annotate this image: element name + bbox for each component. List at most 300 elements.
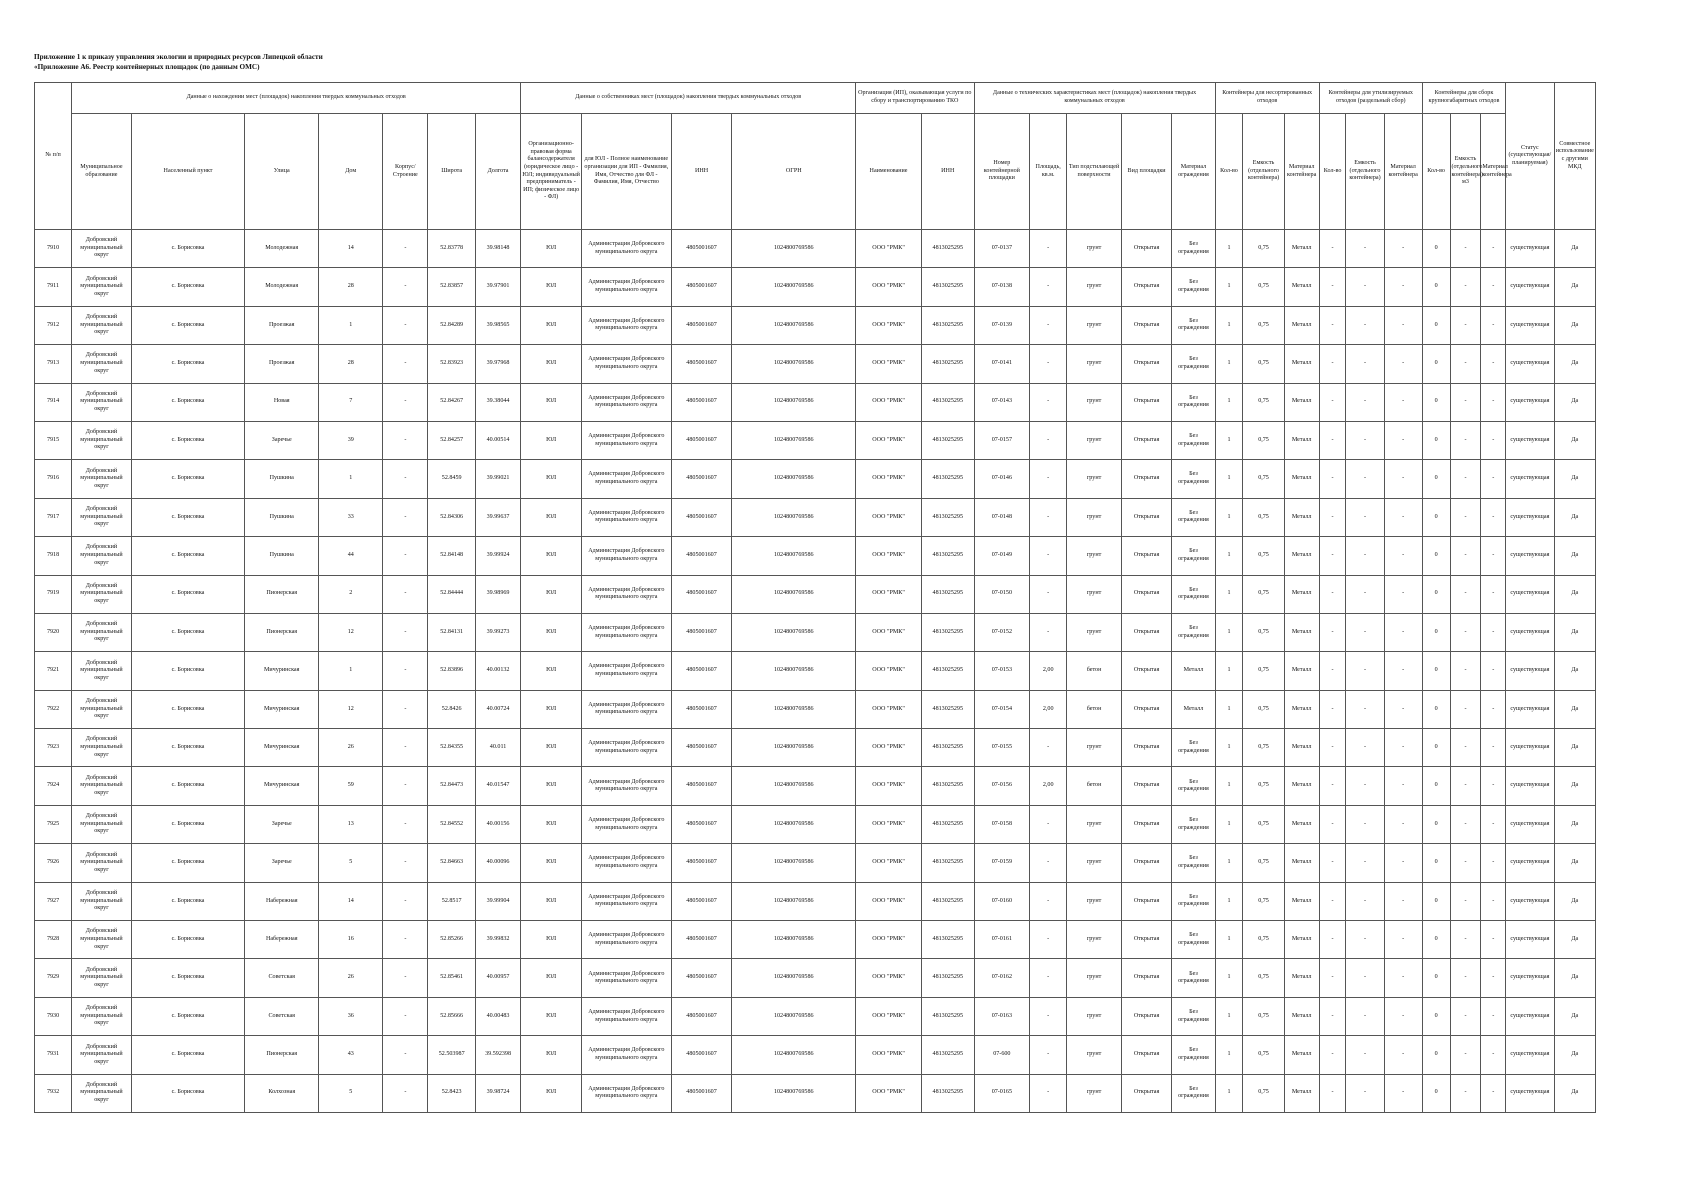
- col-header: Организационно-правовая форма балансодержателя (юридическое лицо - ЮЛ; индивидуальный предприниматель - ИП; физическое лицо - ФЛ): [521, 114, 582, 230]
- table-cell: Администрация Добровского муниципального округа: [582, 1074, 672, 1112]
- table-cell: 07-0158: [974, 805, 1030, 843]
- table-cell: -: [1030, 1074, 1067, 1112]
- table-cell: -: [1481, 959, 1506, 997]
- table-cell: 7910: [35, 230, 72, 268]
- table-cell: -: [1030, 844, 1067, 882]
- document-header: [34, 52, 323, 72]
- table-cell: 0: [1422, 844, 1450, 882]
- table-cell: ЮЛ: [521, 882, 582, 920]
- table-cell: -: [1030, 498, 1067, 536]
- table-cell: Добровский муниципальный округ: [72, 1074, 132, 1112]
- table-cell: -: [1384, 575, 1422, 613]
- table-cell: 07-0162: [974, 959, 1030, 997]
- table-cell: 07-600: [974, 1036, 1030, 1074]
- table-cell: грунт: [1067, 230, 1122, 268]
- table-cell: с. Борисовка: [131, 729, 244, 767]
- table-cell: 0: [1422, 1074, 1450, 1112]
- table-cell: Открытая: [1121, 575, 1171, 613]
- table-cell: -: [1384, 690, 1422, 728]
- table-cell: Добровский муниципальный округ: [72, 306, 132, 344]
- table-cell: Металл: [1284, 729, 1319, 767]
- table-cell: ООО "РМК": [856, 805, 922, 843]
- table-cell: существующая: [1506, 921, 1554, 959]
- table-cell: -: [1319, 959, 1346, 997]
- table-cell: 0: [1422, 921, 1450, 959]
- table-cell: Молодежная: [245, 268, 319, 306]
- table-cell: Администрация Добровского муниципального округа: [582, 421, 672, 459]
- table-cell: -: [1346, 652, 1384, 690]
- table-cell: Мичуринская: [245, 729, 319, 767]
- table-cell: ЮЛ: [521, 652, 582, 690]
- table-cell: 4813025295: [922, 383, 975, 421]
- table-cell: ЮЛ: [521, 268, 582, 306]
- table-cell: 52.8426: [428, 690, 475, 728]
- table-cell: 7920: [35, 613, 72, 651]
- table-cell: -: [1346, 498, 1384, 536]
- table-cell: Заречье: [245, 844, 319, 882]
- table-cell: 4805001607: [671, 345, 732, 383]
- table-cell: 39.97968: [475, 345, 520, 383]
- table-cell: -: [1346, 1036, 1384, 1074]
- table-cell: -: [1346, 767, 1384, 805]
- table-cell: Да: [1554, 767, 1595, 805]
- table-cell: Металл: [1284, 498, 1319, 536]
- table-cell: Металл: [1284, 997, 1319, 1035]
- table-cell: 7928: [35, 921, 72, 959]
- table-cell: ООО "РМК": [856, 345, 922, 383]
- table-cell: 1: [1215, 575, 1243, 613]
- table-cell: -: [1384, 268, 1422, 306]
- table-cell: Да: [1554, 345, 1595, 383]
- col-header: Долгота: [475, 114, 520, 230]
- table-cell: Да: [1554, 575, 1595, 613]
- table-cell: Да: [1554, 498, 1595, 536]
- table-cell: -: [1319, 652, 1346, 690]
- table-cell: 2,00: [1030, 767, 1067, 805]
- table-cell: 1: [1215, 729, 1243, 767]
- table-cell: 0,75: [1243, 729, 1284, 767]
- table-cell: грунт: [1067, 959, 1122, 997]
- table-cell: 7929: [35, 959, 72, 997]
- table-cell: ЮЛ: [521, 230, 582, 268]
- table-cell: -: [1481, 1074, 1506, 1112]
- table-cell: грунт: [1067, 729, 1122, 767]
- table-cell: -: [1319, 230, 1346, 268]
- table-cell: 4805001607: [671, 767, 732, 805]
- table-cell: ООО "РМК": [856, 613, 922, 651]
- table-row: [35, 575, 1596, 613]
- table-cell: -: [1346, 575, 1384, 613]
- table-cell: 1: [1215, 1074, 1243, 1112]
- table-cell: -: [1319, 498, 1346, 536]
- table-cell: 07-0159: [974, 844, 1030, 882]
- table-cell: существующая: [1506, 613, 1554, 651]
- table-cell: с. Борисовка: [131, 498, 244, 536]
- table-cell: -: [1450, 230, 1481, 268]
- table-cell: 1024800769586: [732, 729, 856, 767]
- table-cell: 07-0143: [974, 383, 1030, 421]
- table-cell: Пушкина: [245, 537, 319, 575]
- table-cell: 14: [319, 230, 383, 268]
- table-cell: грунт: [1067, 383, 1122, 421]
- table-cell: с. Борисовка: [131, 959, 244, 997]
- table-cell: -: [383, 383, 428, 421]
- table-cell: -: [1384, 1036, 1422, 1074]
- table-cell: Открытая: [1121, 959, 1171, 997]
- table-cell: -: [383, 805, 428, 843]
- table-cell: Без ограждения: [1172, 498, 1215, 536]
- table-cell: 4813025295: [922, 460, 975, 498]
- table-cell: -: [1030, 613, 1067, 651]
- table-cell: 4813025295: [922, 690, 975, 728]
- table-cell: грунт: [1067, 844, 1122, 882]
- table-cell: 26: [319, 729, 383, 767]
- table-cell: -: [383, 306, 428, 344]
- table-cell: Открытая: [1121, 1074, 1171, 1112]
- table-cell: -: [383, 1074, 428, 1112]
- group-operator: Организация (ИП), оказывающая услуги по сбору и транспортированию ТКО: [856, 83, 974, 114]
- table-cell: -: [1481, 1036, 1506, 1074]
- table-cell: 4805001607: [671, 575, 732, 613]
- table-cell: 1: [1215, 959, 1243, 997]
- table-cell: 0,75: [1243, 345, 1284, 383]
- table-cell: ООО "РМК": [856, 537, 922, 575]
- table-cell: 1024800769586: [732, 383, 856, 421]
- table-cell: -: [1481, 498, 1506, 536]
- group-unsorted: Контейнеры для несортированных отходов: [1215, 83, 1319, 114]
- table-cell: Металл: [1284, 652, 1319, 690]
- table-cell: 4813025295: [922, 844, 975, 882]
- table-cell: существующая: [1506, 1074, 1554, 1112]
- table-cell: 7912: [35, 306, 72, 344]
- table-row: [35, 306, 1596, 344]
- table-cell: 40.00132: [475, 652, 520, 690]
- table-cell: -: [383, 613, 428, 651]
- table-cell: 0: [1422, 959, 1450, 997]
- table-cell: 7932: [35, 1074, 72, 1112]
- table-cell: 13: [319, 805, 383, 843]
- table-cell: грунт: [1067, 498, 1122, 536]
- table-cell: 7911: [35, 268, 72, 306]
- table-cell: -: [1030, 729, 1067, 767]
- table-cell: 1: [1215, 383, 1243, 421]
- table-cell: 52.84663: [428, 844, 475, 882]
- col-header: Кол-во: [1319, 114, 1346, 230]
- table-cell: с. Борисовка: [131, 575, 244, 613]
- table-cell: 1024800769586: [732, 421, 856, 459]
- table-row: [35, 383, 1596, 421]
- table-cell: 7925: [35, 805, 72, 843]
- table-cell: Металл: [1284, 805, 1319, 843]
- table-cell: -: [1319, 997, 1346, 1035]
- table-cell: -: [1384, 306, 1422, 344]
- table-cell: 26: [319, 959, 383, 997]
- table-cell: 1: [319, 306, 383, 344]
- col-status: Статус (существующая/ планируемая): [1506, 83, 1554, 230]
- table-cell: Да: [1554, 690, 1595, 728]
- table-cell: с. Борисовка: [131, 767, 244, 805]
- table-cell: Металл: [1284, 613, 1319, 651]
- table-cell: 07-0160: [974, 882, 1030, 920]
- table-cell: -: [1384, 460, 1422, 498]
- table-cell: -: [1450, 729, 1481, 767]
- table-cell: 07-0137: [974, 230, 1030, 268]
- table-cell: 7919: [35, 575, 72, 613]
- table-cell: -: [383, 921, 428, 959]
- table-cell: -: [1481, 537, 1506, 575]
- table-cell: -: [1384, 230, 1422, 268]
- table-cell: 52.85461: [428, 959, 475, 997]
- table-cell: Пионерская: [245, 575, 319, 613]
- col-header: Муниципальное образование: [72, 114, 132, 230]
- table-cell: 44: [319, 537, 383, 575]
- table-cell: Открытая: [1121, 345, 1171, 383]
- table-cell: 0,75: [1243, 1074, 1284, 1112]
- table-cell: Администрация Добровского муниципального округа: [582, 575, 672, 613]
- table-cell: -: [1319, 1036, 1346, 1074]
- table-cell: 0,75: [1243, 882, 1284, 920]
- table-cell: 40.00483: [475, 997, 520, 1035]
- table-row: [35, 498, 1596, 536]
- col-header: Корпус/Строение: [383, 114, 428, 230]
- table-cell: с. Борисовка: [131, 537, 244, 575]
- table-cell: -: [383, 537, 428, 575]
- table-row: [35, 421, 1596, 459]
- table-cell: 4813025295: [922, 498, 975, 536]
- table-cell: -: [1384, 537, 1422, 575]
- table-cell: Да: [1554, 882, 1595, 920]
- table-cell: 0: [1422, 421, 1450, 459]
- table-cell: 4805001607: [671, 1074, 732, 1112]
- table-cell: -: [383, 268, 428, 306]
- table-cell: 7924: [35, 767, 72, 805]
- table-cell: 1: [1215, 230, 1243, 268]
- table-cell: 52.83857: [428, 268, 475, 306]
- table-cell: 52.83896: [428, 652, 475, 690]
- table-cell: 1: [1215, 537, 1243, 575]
- table-cell: 1: [1215, 805, 1243, 843]
- table-cell: 39.98565: [475, 306, 520, 344]
- table-cell: Администрация Добровского муниципального округа: [582, 306, 672, 344]
- table-cell: 0,75: [1243, 498, 1284, 536]
- table-cell: 4813025295: [922, 997, 975, 1035]
- table-cell: 0: [1422, 306, 1450, 344]
- table-cell: -: [1450, 537, 1481, 575]
- table-cell: Металл: [1284, 421, 1319, 459]
- table-cell: ООО "РМК": [856, 575, 922, 613]
- table-cell: -: [1481, 652, 1506, 690]
- table-row: [35, 959, 1596, 997]
- table-row: [35, 230, 1596, 268]
- table-cell: -: [1384, 767, 1422, 805]
- table-cell: 07-0146: [974, 460, 1030, 498]
- table-cell: 0: [1422, 498, 1450, 536]
- table-cell: Открытая: [1121, 383, 1171, 421]
- table-cell: -: [383, 421, 428, 459]
- table-cell: ЮЛ: [521, 729, 582, 767]
- table-cell: 0,75: [1243, 537, 1284, 575]
- table-cell: 07-0157: [974, 421, 1030, 459]
- table-cell: -: [1346, 306, 1384, 344]
- table-cell: ООО "РМК": [856, 306, 922, 344]
- table-cell: грунт: [1067, 805, 1122, 843]
- table-cell: 0,75: [1243, 805, 1284, 843]
- table-cell: -: [1030, 805, 1067, 843]
- table-cell: 40.00156: [475, 805, 520, 843]
- table-cell: существующая: [1506, 460, 1554, 498]
- table-cell: -: [383, 729, 428, 767]
- table-cell: -: [1384, 383, 1422, 421]
- table-cell: существующая: [1506, 383, 1554, 421]
- table-cell: Заречье: [245, 421, 319, 459]
- table-cell: Набережная: [245, 882, 319, 920]
- table-cell: 52.85266: [428, 921, 475, 959]
- table-cell: -: [1384, 882, 1422, 920]
- table-cell: Администрация Добровского муниципального округа: [582, 844, 672, 882]
- table-cell: Открытая: [1121, 921, 1171, 959]
- col-header: Материал контейнера: [1284, 114, 1319, 230]
- table-cell: бетон: [1067, 767, 1122, 805]
- table-cell: 0: [1422, 613, 1450, 651]
- table-cell: -: [1030, 997, 1067, 1035]
- table-cell: 4805001607: [671, 690, 732, 728]
- table-cell: -: [1030, 230, 1067, 268]
- table-cell: Без ограждения: [1172, 767, 1215, 805]
- table-cell: 07-0153: [974, 652, 1030, 690]
- table-cell: Администрация Добровского муниципального округа: [582, 613, 672, 651]
- table-cell: существующая: [1506, 882, 1554, 920]
- table-cell: ООО "РМК": [856, 729, 922, 767]
- table-cell: 7914: [35, 383, 72, 421]
- table-cell: 4813025295: [922, 921, 975, 959]
- table-row: [35, 652, 1596, 690]
- table-cell: грунт: [1067, 1074, 1122, 1112]
- table-cell: 52.503987: [428, 1036, 475, 1074]
- table-cell: 7915: [35, 421, 72, 459]
- table-cell: 39.99924: [475, 537, 520, 575]
- table-cell: существующая: [1506, 729, 1554, 767]
- table-cell: Без ограждения: [1172, 613, 1215, 651]
- table-cell: -: [383, 345, 428, 383]
- table-cell: 4805001607: [671, 383, 732, 421]
- table-cell: 1024800769586: [732, 921, 856, 959]
- table-cell: Металл: [1172, 690, 1215, 728]
- table-cell: Открытая: [1121, 882, 1171, 920]
- table-cell: 0: [1422, 575, 1450, 613]
- table-cell: 52.84289: [428, 306, 475, 344]
- table-cell: Администрация Добровского муниципального округа: [582, 498, 672, 536]
- table-cell: -: [383, 1036, 428, 1074]
- table-cell: -: [1481, 729, 1506, 767]
- table-cell: -: [1384, 959, 1422, 997]
- col-header: Населенный пункт: [131, 114, 244, 230]
- table-cell: -: [1346, 805, 1384, 843]
- table-cell: 4805001607: [671, 268, 732, 306]
- table-cell: бетон: [1067, 690, 1122, 728]
- table-cell: -: [1319, 268, 1346, 306]
- col-header: Емкость (отдельного контейнера): [1346, 114, 1384, 230]
- table-cell: 07-0155: [974, 729, 1030, 767]
- table-cell: 0,75: [1243, 383, 1284, 421]
- table-cell: -: [1384, 613, 1422, 651]
- table-cell: 39.97901: [475, 268, 520, 306]
- table-cell: 0: [1422, 537, 1450, 575]
- table-cell: 1: [1215, 767, 1243, 805]
- table-row: [35, 997, 1596, 1035]
- table-cell: Металл: [1284, 690, 1319, 728]
- table-cell: Добровский муниципальный округ: [72, 997, 132, 1035]
- table-cell: Металл: [1284, 345, 1319, 383]
- table-cell: Советская: [245, 959, 319, 997]
- table-cell: 0,75: [1243, 690, 1284, 728]
- table-cell: -: [1450, 652, 1481, 690]
- table-cell: 7931: [35, 1036, 72, 1074]
- table-cell: -: [1346, 729, 1384, 767]
- table-row: [35, 767, 1596, 805]
- table-cell: 7923: [35, 729, 72, 767]
- table-cell: ЮЛ: [521, 345, 582, 383]
- table-cell: -: [1450, 767, 1481, 805]
- table-cell: -: [383, 460, 428, 498]
- table-cell: Да: [1554, 997, 1595, 1035]
- table-cell: -: [1319, 844, 1346, 882]
- table-cell: -: [1450, 421, 1481, 459]
- table-cell: 7916: [35, 460, 72, 498]
- table-cell: 4805001607: [671, 460, 732, 498]
- table-cell: 52.84444: [428, 575, 475, 613]
- col-header: Дом: [319, 114, 383, 230]
- table-cell: 4805001607: [671, 537, 732, 575]
- table-cell: 1024800769586: [732, 498, 856, 536]
- table-cell: Мичуринская: [245, 690, 319, 728]
- table-cell: Администрация Добровского муниципального округа: [582, 959, 672, 997]
- table-cell: грунт: [1067, 997, 1122, 1035]
- table-cell: ООО "РМК": [856, 421, 922, 459]
- table-cell: Заречье: [245, 805, 319, 843]
- table-cell: Администрация Добровского муниципального округа: [582, 767, 672, 805]
- table-row: [35, 844, 1596, 882]
- table-cell: 0: [1422, 997, 1450, 1035]
- group-recyclable: Контейнеры для утилизируемых отходов (раздельный сбор): [1319, 83, 1422, 114]
- table-cell: -: [1030, 921, 1067, 959]
- table-cell: грунт: [1067, 882, 1122, 920]
- table-cell: 4805001607: [671, 498, 732, 536]
- table-cell: Без ограждения: [1172, 844, 1215, 882]
- table-cell: Администрация Добровского муниципального округа: [582, 882, 672, 920]
- table-cell: -: [1030, 575, 1067, 613]
- table-cell: -: [1319, 882, 1346, 920]
- group-bulky: Контейнеры для сборк крупногабаритных отходов: [1422, 83, 1505, 114]
- table-cell: -: [1450, 959, 1481, 997]
- table-cell: 4805001607: [671, 959, 732, 997]
- table-row: [35, 1036, 1596, 1074]
- table-cell: -: [1481, 306, 1506, 344]
- table-cell: 1: [1215, 652, 1243, 690]
- table-cell: Добровский муниципальный округ: [72, 421, 132, 459]
- table-cell: 1: [1215, 921, 1243, 959]
- table-cell: 4813025295: [922, 1074, 975, 1112]
- table-cell: -: [1030, 421, 1067, 459]
- table-cell: Без ограждения: [1172, 537, 1215, 575]
- table-cell: Открытая: [1121, 729, 1171, 767]
- table-cell: 1: [1215, 882, 1243, 920]
- table-cell: ООО "РМК": [856, 767, 922, 805]
- table-cell: ЮЛ: [521, 844, 582, 882]
- table-cell: 40.011: [475, 729, 520, 767]
- table-cell: Открытая: [1121, 613, 1171, 651]
- table-cell: 7917: [35, 498, 72, 536]
- col-header: Материал контейнера: [1481, 114, 1506, 230]
